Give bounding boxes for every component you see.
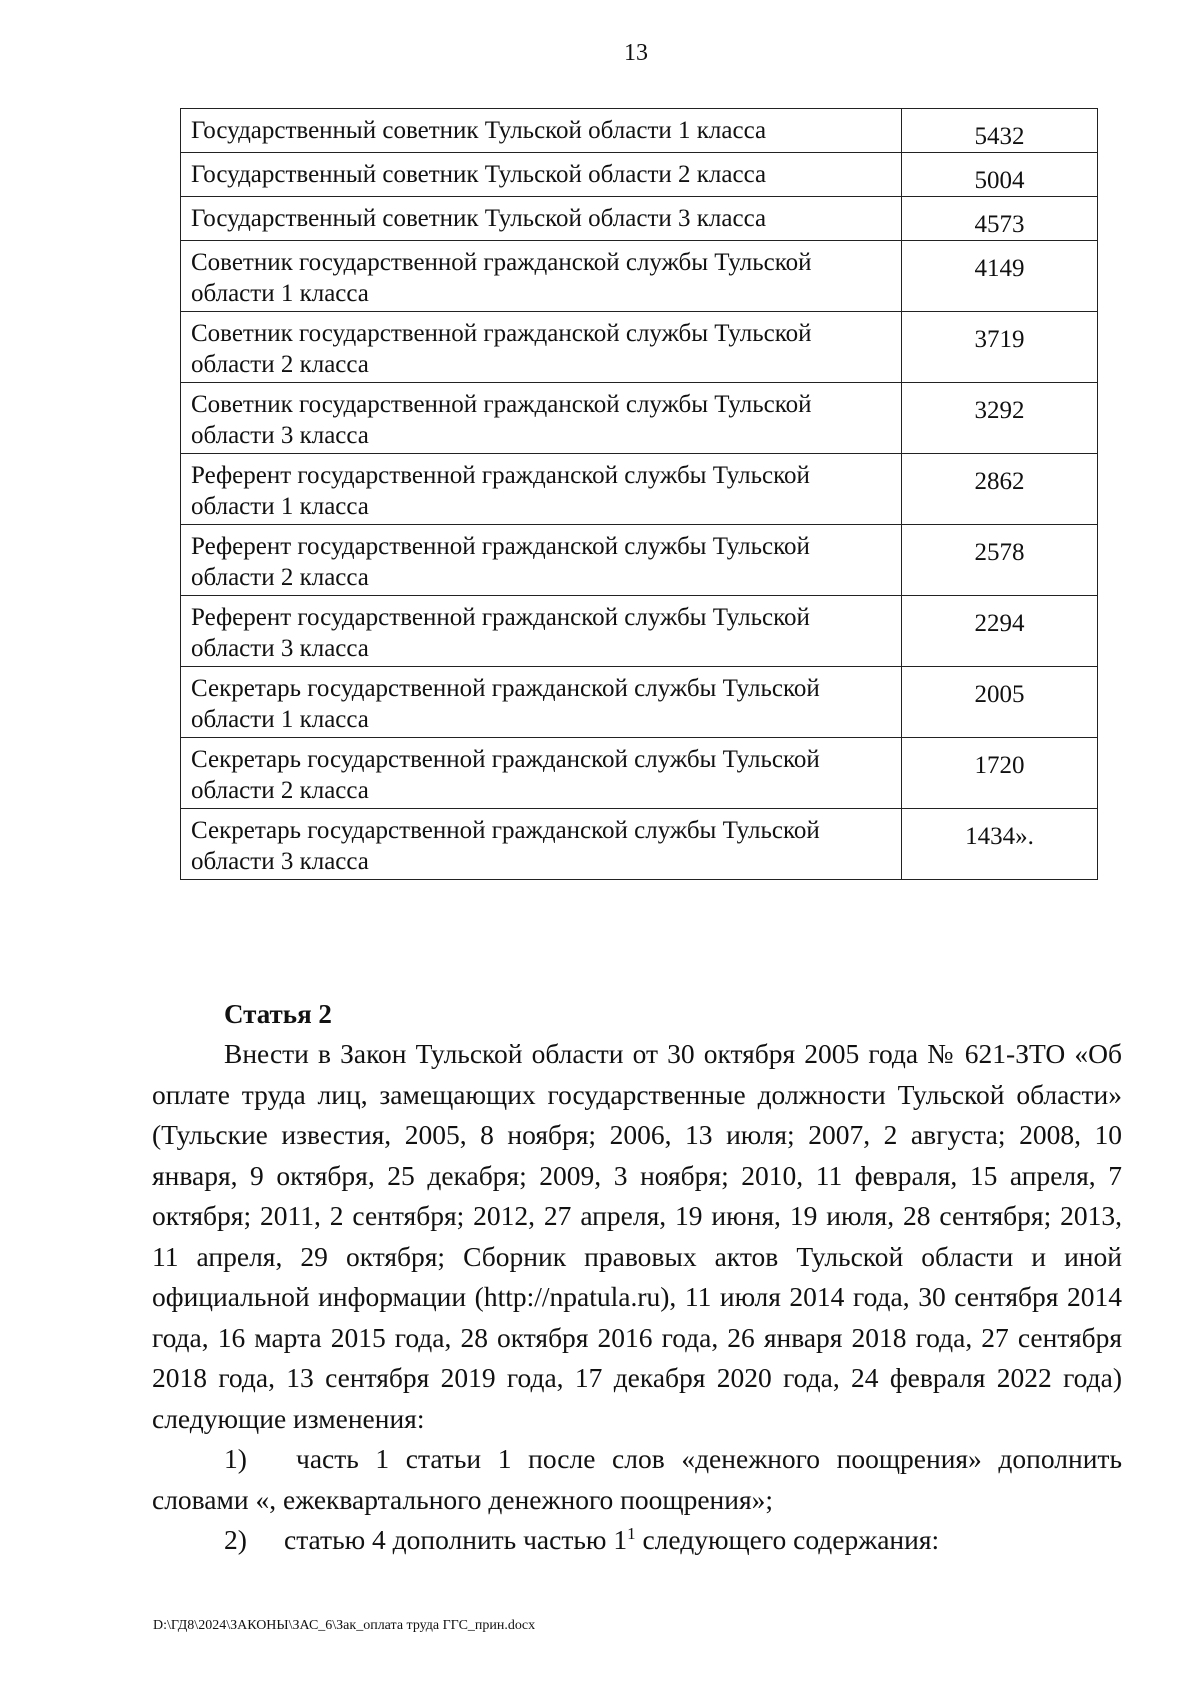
table-row (181, 197, 1098, 241)
salary-value: 4149 (902, 241, 1098, 312)
rank-name: Государственный советник Тульской области 2 класса (181, 153, 902, 197)
rank-name: Секретарь государственной гражданской службы Тульской области 2 класса (181, 738, 902, 809)
table-row (181, 667, 1098, 738)
amendment-item (152, 1439, 1122, 1520)
salary-value: 3719 (902, 312, 1098, 383)
table-row (181, 153, 1098, 197)
article-title: Статья 2 (224, 999, 332, 1029)
item-text: часть 1 статьи 1 после слов «денежного поощрения» дополнить словами «, ежеквартального денежного поощрения»; (152, 1443, 1122, 1515)
rank-name: Референт государственной гражданской службы Тульской области 1 класса (181, 454, 902, 525)
salary-value: 5432 (902, 109, 1098, 153)
table-row (181, 809, 1098, 880)
salary-value: 1434». (902, 809, 1098, 880)
table-row (181, 109, 1098, 153)
salary-value: 2005 (902, 667, 1098, 738)
table-row (181, 525, 1098, 596)
rank-name: Советник государственной гражданской службы Тульской области 1 класса (181, 241, 902, 312)
salary-value: 1720 (902, 738, 1098, 809)
table-row (181, 738, 1098, 809)
rank-name: Референт государственной гражданской службы Тульской области 3 класса (181, 596, 902, 667)
rank-name: Государственный советник Тульской области 1 класса (181, 109, 902, 153)
table-row (181, 596, 1098, 667)
item-number: 1) (224, 1443, 247, 1474)
salary-value: 5004 (902, 153, 1098, 197)
rank-name: Государственный советник Тульской области 3 класса (181, 197, 902, 241)
item-superscript: 1 (627, 1523, 636, 1543)
rank-name: Секретарь государственной гражданской службы Тульской области 3 класса (181, 809, 902, 880)
rank-name: Советник государственной гражданской службы Тульской области 2 класса (181, 312, 902, 383)
salary-value: 2578 (902, 525, 1098, 596)
file-path-footer: D:\ГД8\2024\ЗАКОНЫ\ЗАС_6\Зак_оплата труда ГГС_прин.docx (153, 1618, 536, 1633)
table-row (181, 454, 1098, 525)
article-body: Внести в Закон Тульской области от 30 октября 2005 года № 621-ЗТО «Об оплате труда лиц, замещающих государственные должности Тульской области» (Тульские известия, 2005, 8 ноября; 2006, 13 июля; 2007, 2 августа; 2008, 10 января, 9 октября, 25 декабря; 2009, 3 ноября; 2010, 11 февраля, 15 апреля, 7 октября; 2011, 2 сентября; 2012, 27 апреля, 19 июня, 19 июля, 28 сентября; 2013, 11 апреля, 29 октября; Сборник правовых актов Тульской области и иной официальной информации (http://npatula.ru), 11 июля 2014 года, 30 сентября 2014 года, 16 марта 2015 года, 28 октября 2016 года, 26 января 2018 года, 27 сентября 2018 года, 13 сентября 2019 года, 17 декабря 2020 года, 24 февраля 2022 года) следующие изменения: (152, 1038, 1122, 1434)
item-number: 2) (224, 1524, 247, 1555)
table-row (181, 312, 1098, 383)
table-row (181, 241, 1098, 312)
class-rank-salary-table (180, 108, 1098, 880)
amendment-item (152, 1520, 1122, 1561)
salary-value: 2862 (902, 454, 1098, 525)
salary-value: 2294 (902, 596, 1098, 667)
rank-name: Советник государственной гражданской службы Тульской области 3 класса (181, 383, 902, 454)
table-row (181, 383, 1098, 454)
salary-value: 3292 (902, 383, 1098, 454)
page-number: 13 (624, 40, 648, 66)
item-text-after: следующего содержания: (635, 1524, 940, 1555)
rank-name: Секретарь государственной гражданской службы Тульской области 1 класса (181, 667, 902, 738)
item-text: статью 4 дополнить частью 1 (284, 1524, 628, 1555)
article-2 (152, 994, 1122, 1561)
salary-value: 4573 (902, 197, 1098, 241)
rank-name: Референт государственной гражданской службы Тульской области 2 класса (181, 525, 902, 596)
